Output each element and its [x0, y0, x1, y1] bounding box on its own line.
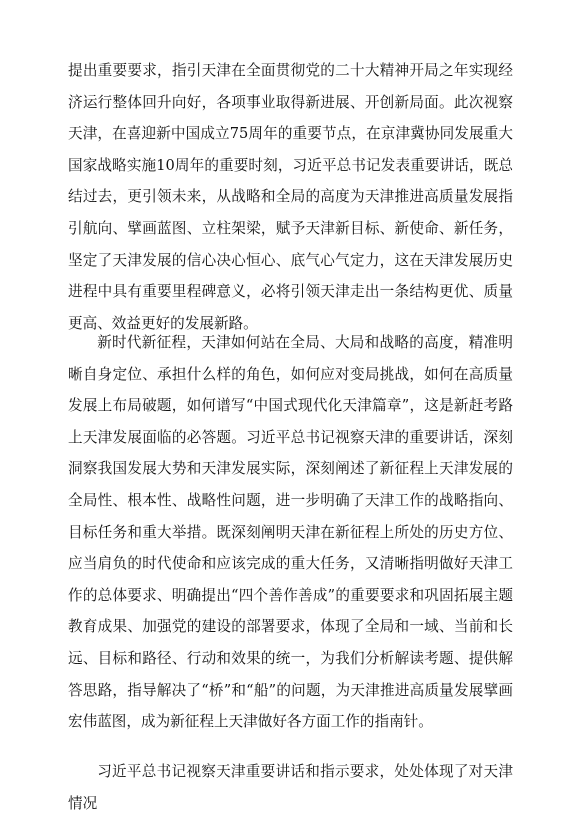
paragraph-instructions: 习近平总书记视察天津重要讲话和指示要求，处处体现了对天津情况 — [68, 763, 513, 812]
paragraph-continued: 提出重要要求，指引天津在全面贯彻党的二十大精神开局之年实现经济运行整体回升向好，各项事业取得新进展、开创新局面。此次视察天津，在喜迎新中国成立75周年的重要节点，在京津冀协同发展重大国家战略实施10周年的重要时刻，习近平总书记发表重要讲话，既总结过去，更引领未来，从战略和全局的高度为天津推进高质量发展指引航向、擘画蓝图、立柱架梁，赋予天津新目标、新使命、新任务，坚定了天津发展的信心决心恒心、底气心气定力，这在天津发展历史进程中具有重要里程碑意义，必将引领天津走出一条结构更优、质量更高、效益更好的发展新路。 — [68, 62, 513, 332]
paragraph-new-era: 新时代新征程，天津如何站在全局、大局和战略的高度，精准明晰自身定位、承担什么样的角色，如何应对变局挑战，如何在高质量发展上布局破题，如何谱写“中国式现代化天津篇章”，这是新赶考路上天津发展面临的必答题。习近平总书记视察天津的重要讲话，深刻洞察我国发展大势和天津发展实际，深刻阐述了新征程上天津发展的全局性、根本性、战略性问题，进一步明确了天津工作的战略指向、目标任务和重大举措。既深刻阐明天津在新征程上所处的历史方位、应当肩负的时代使命和应该完成的重大任务，又清晰指明做好天津工作的总体要求、明确提出“四个善作善成”的重要要求和巩固拓展主题教育成果、加强党的建设的部署要求，体现了全局和一域、当前和长远、目标和路径、行动和效果的统一，为我们分析解读考题、提供解答思路，指导解决了“桥”和“船”的问题，为天津推进高质量发展擘画宏伟蓝图，成为新征程上天津做好各方面工作的指南针。 — [68, 334, 513, 731]
